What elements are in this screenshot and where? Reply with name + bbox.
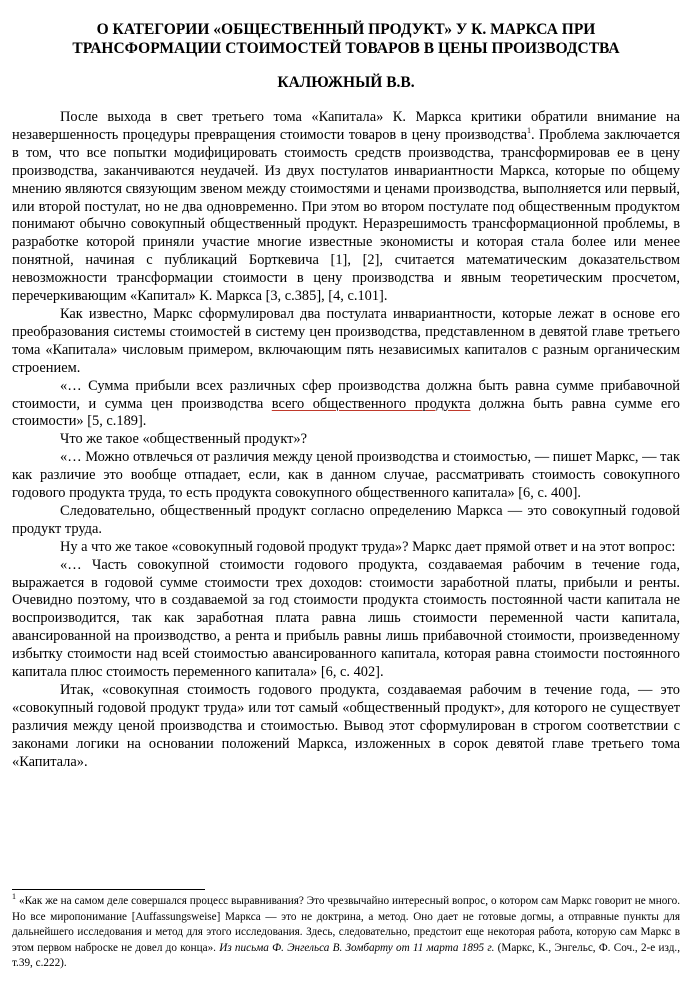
article (12, 20, 680, 772)
footnote-citation: (Маркс, К., Энгельс, Ф. Соч., 2-е изд., т.39, с.222). (12, 941, 680, 970)
paragraph-7: Ну а что же такое «совокупный годовой продукт труда»? Маркс дает прямой ответ и на этот вопрос: (60, 538, 676, 555)
article-title (12, 20, 680, 58)
footnote-reference[interactable]: 1 (527, 126, 532, 136)
paragraph-4-question: Что же такое «общественный продукт»? (60, 431, 308, 448)
paragraph-3-text-b: должна быть равна сумме его стоимости» [5, с.189]. (12, 395, 680, 430)
title-line-2: ТРАНСФОРМАЦИИ СТОИМОСТЕЙ ТОВАРОВ В ЦЕНЫ ПРОИЗВОДСТВА (72, 40, 620, 57)
paragraph-2: Как известно, Маркс сформулировал два постулата инвариантности, которые лежат в основе его преобразования системы стоимостей в систему цен производства, представленном в девятой главе третьего тома «Капитала» числовым примером, включающим пять независимых капиталов с разным органическим строением. (12, 305, 680, 376)
paragraph-3-text-a: «… Сумма прибыли всех различных сфер производства должна быть равна сумме прибавочной стоимости, и сумма цен производства (12, 377, 680, 412)
footnote-text: «Как же на самом деле совершался процесс выравнивания? Это чрезвычайно интересный вопрос, о котором сам Маркс говорит не много. Но все миропонимание [Auffassungsweise] Маркса — это не доктрина, а метод. Оно дает не готовые догмы, а отправные пункты для дальнейшего исследования и метод для этого исследования. Здесь, следовательно, предстоит еще некоторая работа, которую сам Маркс в этом первом наброске не довел до конца». (12, 895, 680, 954)
paragraph-9: Итак, «совокупная стоимость годового продукта, создаваемая рабочим в течение года, — это «совокупный годовой продукт труда» или тот самый «общественный продукт», для которого не существует различия между ценой производства и стоимостью. Вывод этот сформулирован в строгом соответствии с законами логики на основании положений Маркса, изложенных в сорок девятой главе третьего тома «Капитала». (12, 682, 680, 770)
paragraph-6: Следовательно, общественный продукт согласно определению Маркса — это совокупный годовой продукт труда. (12, 502, 680, 537)
footnote (12, 894, 680, 972)
underlined-phrase: всего общественного продукта (271, 395, 471, 412)
paragraph-5-quote: «… Можно отвлечься от различия между ценой производства и стоимостью, — пишет Маркс, — так как различие это вообще отпадает, если, как в данном случае, рассматривать стоимость совокупного годового продукта труда, то есть продукта совокупного общественного капитала» [6, с. 400]. (12, 449, 680, 502)
article-body (12, 109, 680, 772)
paragraph-1-text-a: После выхода в свет третьего тома «Капитала» К. Маркса критики обратили внимание на незавершенность процедуры превращения стоимости товаров в цену производства (12, 109, 680, 143)
author-name: КАЛЮЖНЫЙ В.В. (277, 74, 415, 91)
paragraph-3-quote (12, 378, 680, 432)
title-line-1: О КАТЕГОРИИ «ОБЩЕСТВЕННЫЙ ПРОДУКТ» У К. МАРКСА ПРИ (96, 21, 596, 38)
paragraph-8-quote: «… Часть совокупной стоимости годового продукта, создаваемая рабочим в течение года, выражается в годовой сумме стоимости трех доходов: стоимости заработной платы, прибыли и ренты. Очевидно поэтому, что в создаваемой за год стоимости продукта стоимость постоянной части капитала не воспроизводится, так как заработная плата равна лишь стоимости переменной части капитала, авансированной на производство, а рента и прибыль равны лишь прибавочной стоимости, произведенному избытку стоимости над всей стоимостью авансированного капитала, которая равна стоимости постоянного капитала плюс стоимость переменного капитала» [6, с. 402]. (12, 556, 680, 681)
footnote-marker: 1 (12, 892, 16, 902)
paragraph-1-text-b: . Проблема заключается в том, что все попытки модифицировать стоимость средств производства, трансформировав ее в цену производства, заканчиваются неудачей. Из двух постулатов инвариантности Маркса, которые по общему мнению являются связующим звеном между стоимостями и ценами производства, выполняется или первый, или второй постулат, но не два одновременно. При этом во втором постулате под общественным продуктом понимают обычно совокупный общественный продукт. Неразрешимость трансформационной проблемы, в разработке которой приняли участие многие известные экономисты и которая стала более или менее понятной, начиная с публикаций Борткевича [1], [2], считается математическим доказательством невозможности трансформации стоимости в цену производства и явным теоретическим просчетом, перечеркивающим «Капитал» К. Маркса [3, с.385], [4, с.101]. (12, 126, 680, 305)
paragraph-1 (12, 109, 680, 306)
footnote-separator (12, 889, 205, 890)
footnote-source-italic: Из письма Ф. Энгельса В. Зомбарту от 11 марта 1895 г. (219, 941, 495, 954)
